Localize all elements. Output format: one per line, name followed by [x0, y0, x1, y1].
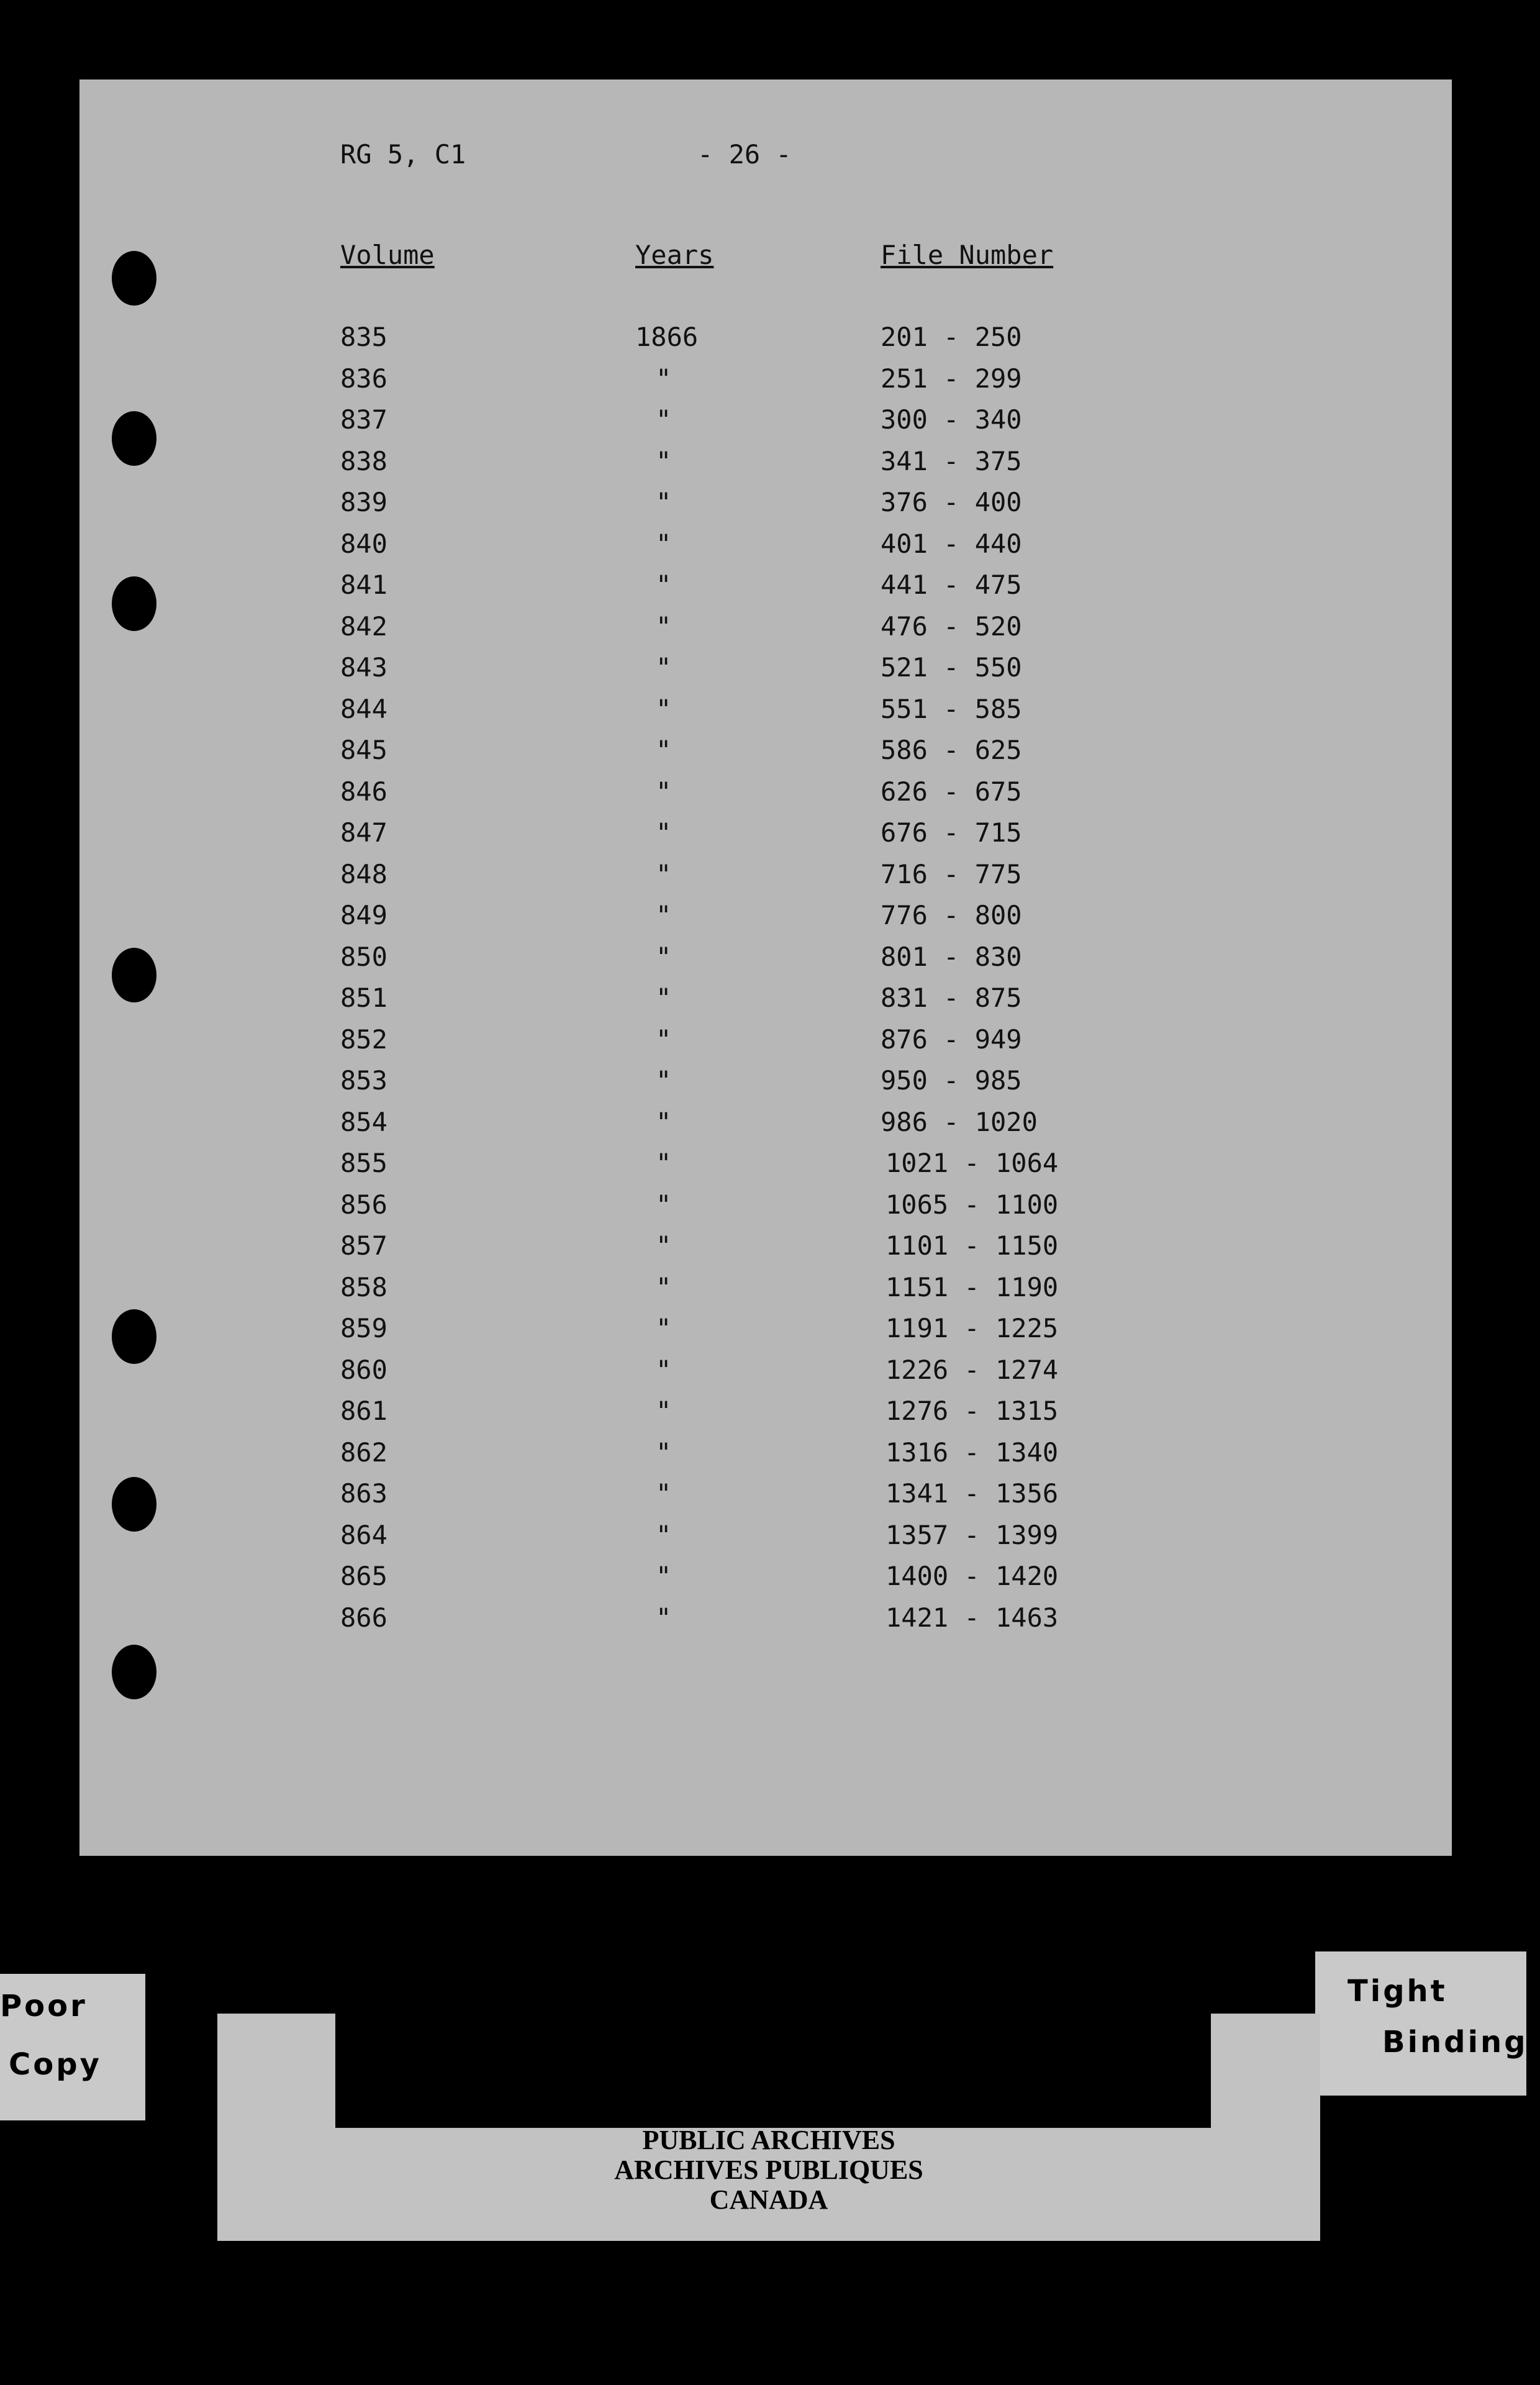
year-cell: " — [656, 817, 672, 848]
file-range-cell: 986 - 1020 — [881, 1107, 1038, 1137]
collection-reference: RG 5, C1 — [340, 139, 466, 170]
page-number: - 26 - — [697, 139, 792, 170]
punch-hole — [112, 948, 156, 1002]
year-cell: " — [656, 570, 672, 600]
file-range-cell: 1357 - 1399 — [886, 1520, 1059, 1550]
volume-cell: 854 — [340, 1107, 387, 1137]
year-cell: " — [656, 735, 672, 765]
punch-hole — [112, 576, 156, 631]
volume-cell: 836 — [340, 363, 387, 394]
punch-hole — [112, 411, 156, 466]
file-range-cell: 876 - 949 — [881, 1024, 1022, 1055]
volume-cell: 841 — [340, 570, 387, 600]
volume-cell: 858 — [340, 1272, 387, 1302]
volume-cell: 846 — [340, 776, 387, 807]
volume-cell: 861 — [340, 1396, 387, 1426]
note-line: Poor — [0, 1989, 88, 2024]
poor-copy-note — [0, 1974, 145, 2120]
file-range-cell: 1151 - 1190 — [886, 1272, 1059, 1302]
year-cell: " — [656, 487, 672, 517]
file-range-cell: 401 - 440 — [881, 529, 1022, 559]
volume-cell: 839 — [340, 487, 387, 517]
volume-cell: 837 — [340, 404, 387, 435]
volume-cell: 866 — [340, 1602, 387, 1633]
column-header-file-number: File Number — [881, 240, 1054, 270]
volume-cell: 863 — [340, 1478, 387, 1509]
volume-cell: 840 — [340, 529, 387, 559]
file-range-cell: 1065 - 1100 — [886, 1189, 1059, 1220]
tight-binding-note — [1315, 1951, 1526, 2096]
file-range-cell: 776 - 800 — [881, 900, 1022, 930]
file-range-cell: 201 - 250 — [881, 322, 1022, 352]
year-cell: " — [656, 529, 672, 559]
year-cell: " — [656, 1602, 672, 1633]
volume-cell: 835 — [340, 322, 387, 352]
file-range-cell: 1021 - 1064 — [886, 1148, 1059, 1178]
file-range-cell: 1421 - 1463 — [886, 1602, 1059, 1633]
year-cell: " — [656, 363, 672, 394]
volume-cell: 849 — [340, 900, 387, 930]
column-header-volume: Volume — [340, 240, 435, 270]
file-range-cell: 676 - 715 — [881, 817, 1022, 848]
volume-cell: 845 — [340, 735, 387, 765]
stamp-line: PUBLIC ARCHIVES — [642, 2125, 895, 2155]
file-range-cell: 521 - 550 — [881, 652, 1022, 683]
file-range-cell: 950 - 985 — [881, 1065, 1022, 1096]
volume-cell: 838 — [340, 446, 387, 476]
year-cell: " — [656, 1313, 672, 1343]
volume-cell: 862 — [340, 1437, 387, 1468]
file-range-cell: 716 - 775 — [881, 859, 1022, 889]
year-cell: " — [656, 694, 672, 724]
volume-cell: 853 — [340, 1065, 387, 1096]
year-cell: " — [656, 1478, 672, 1509]
year-cell: " — [656, 1107, 672, 1137]
volume-cell: 842 — [340, 611, 387, 642]
document-page — [79, 80, 1452, 1856]
file-range-cell: 801 - 830 — [881, 942, 1022, 972]
year-cell: " — [656, 1355, 672, 1385]
year-cell: " — [656, 859, 672, 889]
year-cell: " — [656, 1189, 672, 1220]
column-header-years: Years — [635, 240, 714, 270]
year-cell: " — [656, 1272, 672, 1302]
volume-cell: 844 — [340, 694, 387, 724]
file-range-cell: 1276 - 1315 — [886, 1396, 1059, 1426]
volume-cell: 857 — [340, 1230, 387, 1261]
punch-hole — [112, 1309, 156, 1364]
archives-stamp — [217, 2014, 1320, 2241]
file-range-cell: 586 - 625 — [881, 735, 1022, 765]
volume-cell: 865 — [340, 1561, 387, 1591]
volume-cell: 852 — [340, 1024, 387, 1055]
file-range-cell: 441 - 475 — [881, 570, 1022, 600]
file-range-cell: 1226 - 1274 — [886, 1355, 1059, 1385]
file-range-cell: 551 - 585 — [881, 694, 1022, 724]
year-cell: " — [656, 1148, 672, 1178]
file-range-cell: 300 - 340 — [881, 404, 1022, 435]
volume-cell: 855 — [340, 1148, 387, 1178]
note-line: Binding — [1382, 2025, 1528, 2060]
file-range-cell: 1400 - 1420 — [886, 1561, 1059, 1591]
volume-cell: 859 — [340, 1313, 387, 1343]
file-range-cell: 1101 - 1150 — [886, 1230, 1059, 1261]
year-cell: " — [656, 446, 672, 476]
year-cell: " — [656, 1230, 672, 1261]
file-range-cell: 1341 - 1356 — [886, 1478, 1059, 1509]
file-range-cell: 341 - 375 — [881, 446, 1022, 476]
file-range-cell: 376 - 400 — [881, 487, 1022, 517]
year-cell: " — [656, 1520, 672, 1550]
year-cell: " — [656, 900, 672, 930]
year-cell: " — [656, 1437, 672, 1468]
year-cell: " — [656, 776, 672, 807]
year-cell: " — [656, 404, 672, 435]
year-cell: " — [656, 652, 672, 683]
file-range-cell: 1191 - 1225 — [886, 1313, 1059, 1343]
volume-cell: 860 — [340, 1355, 387, 1385]
year-cell: " — [656, 1024, 672, 1055]
year-cell: " — [656, 1561, 672, 1591]
volume-cell: 864 — [340, 1520, 387, 1550]
file-range-cell: 476 - 520 — [881, 611, 1022, 642]
volume-cell: 851 — [340, 983, 387, 1013]
volume-cell: 843 — [340, 652, 387, 683]
punch-hole — [112, 251, 156, 306]
file-range-cell: 626 - 675 — [881, 776, 1022, 807]
stamp-line: ARCHIVES PUBLIQUES — [614, 2155, 923, 2185]
file-range-cell: 1316 - 1340 — [886, 1437, 1059, 1468]
volume-cell: 848 — [340, 859, 387, 889]
punch-hole — [112, 1477, 156, 1532]
year-cell: " — [656, 942, 672, 972]
year-cell: " — [656, 1065, 672, 1096]
volume-cell: 850 — [340, 942, 387, 972]
stamp-line: CANADA — [709, 2184, 828, 2215]
punch-hole — [112, 1645, 156, 1699]
volume-cell: 856 — [340, 1189, 387, 1220]
year-cell: " — [656, 1396, 672, 1426]
stamp-frame-cutout — [335, 2014, 1211, 2128]
file-range-cell: 251 - 299 — [881, 363, 1022, 394]
file-range-cell: 831 - 875 — [881, 983, 1022, 1013]
year-cell: 1866 — [635, 322, 699, 352]
year-cell: " — [656, 611, 672, 642]
year-cell: " — [656, 983, 672, 1013]
note-line: Copy — [9, 2047, 102, 2082]
note-line: Tight — [1348, 1974, 1447, 2009]
volume-cell: 847 — [340, 817, 387, 848]
